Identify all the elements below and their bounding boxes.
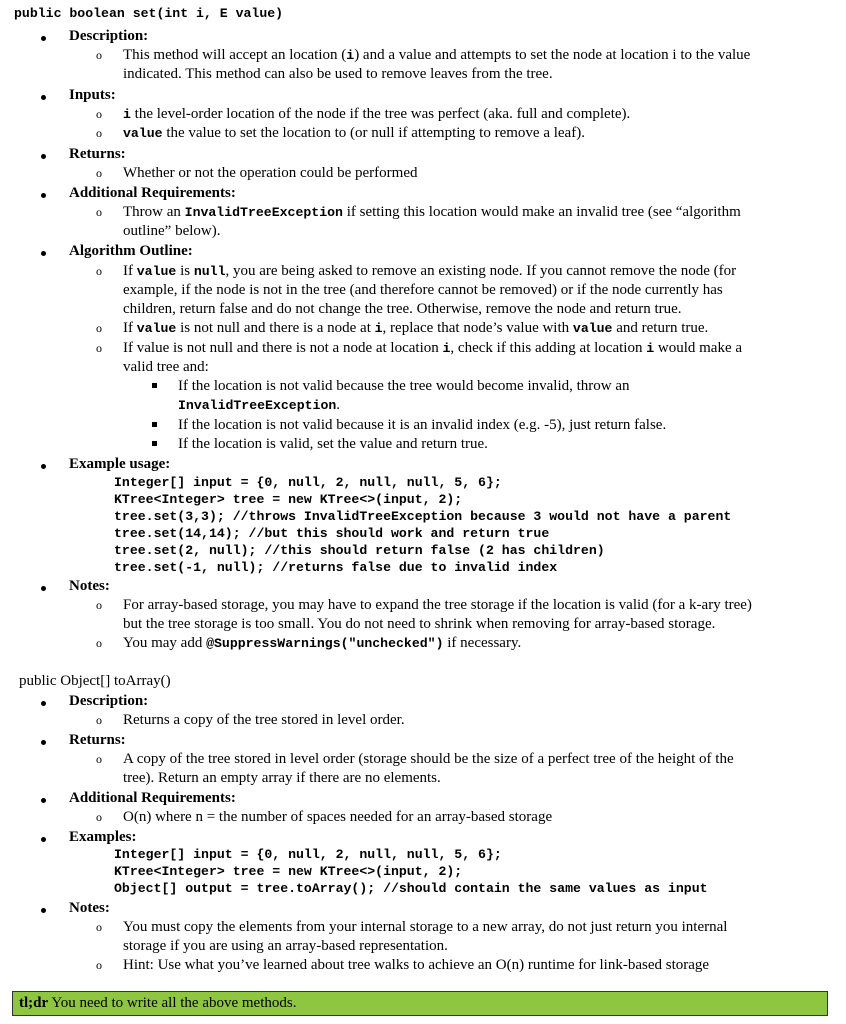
algo-step-1: If value is null, you are being asked to remove an existing node. If you cannot remove the node (for example, if the node is not in the tree (and therefore cannot be removed) or if the node currently has children, return false and do not change the tree. Otherwise, remove the node and return true.	[123, 263, 737, 317]
toarray-note-2: Hint: Use what you’ve learned about tree walks to achieve an O(n) runtime for link-based storage	[123, 957, 710, 973]
circle-bullet-icon: o	[96, 126, 102, 140]
code-line: tree.set(3,3); //throws InvalidTreeException because 3 would not have a parent	[114, 509, 732, 524]
set-addreq-text: Throw an InvalidTreeException if setting this location would make an invalid tree (see “algorithm outline” below).	[123, 204, 741, 239]
example-heading: Example usage:	[69, 456, 171, 472]
toarray-addreq-text: O(n) where n = the number of spaces needed for an array-based storage	[123, 809, 553, 825]
bullet	[41, 193, 46, 198]
code-line: tree.set(2, null); //this should return false (2 has children)	[114, 543, 605, 558]
bullet	[41, 837, 46, 842]
toarray-note-1: You must copy the elements from your internal storage to a new array, do not just return you internal storage if you are using an array-based representation.	[123, 919, 728, 954]
algo-step-3: If value is not null and there is not a node at location i, check if this adding at location i would make a valid tree and:	[123, 340, 743, 375]
set-note-1: For array-based storage, you may have to expand the tree storage if the location is valid (for a k-ary tree) but the tree storage is too small. You do not need to shrink when removing for array-based storage.	[123, 597, 752, 632]
circle-bullet-icon: o	[96, 752, 102, 766]
algo-step-2: If value is not null and there is a node at i, replace that node’s value with value and return true.	[123, 320, 709, 336]
square-bullet-icon	[152, 441, 157, 446]
circle-bullet-icon: o	[96, 321, 102, 335]
bullet	[41, 251, 46, 256]
toarray-notes-heading: Notes:	[69, 900, 110, 916]
circle-bullet-icon: o	[96, 598, 102, 612]
set-inputs-heading: Inputs:	[69, 87, 116, 103]
circle-bullet-icon: o	[96, 341, 102, 355]
toarray-examples-heading: Examples:	[69, 829, 137, 845]
circle-bullet-icon: o	[96, 48, 102, 62]
algo-sub-3: If the location is valid, set the value and return true.	[178, 436, 488, 452]
toarray-code-block	[114, 846, 708, 897]
bullet	[41, 798, 46, 803]
bullet	[41, 908, 46, 913]
toarray-description-heading: Description:	[69, 693, 149, 709]
circle-bullet-icon: o	[96, 264, 102, 278]
algorithm-heading: Algorithm Outline:	[69, 243, 193, 259]
toarray-description: Returns a copy of the tree stored in level order.	[123, 712, 405, 728]
toarray-method-signature: public Object[] toArray()	[19, 673, 171, 689]
bullet	[41, 740, 46, 745]
tldr-label: tl;dr	[19, 995, 49, 1011]
code-line: tree.set(-1, null); //returns false due to invalid index	[114, 560, 558, 575]
bullet	[41, 586, 46, 591]
set-description-heading: Description:	[69, 28, 149, 44]
set-addreq-heading: Additional Requirements:	[69, 185, 236, 201]
bullet	[41, 701, 46, 706]
set-method-signature: public boolean set(int i, E value)	[14, 6, 284, 21]
code-line: tree.set(14,14); //but this should work and return true	[114, 526, 550, 541]
tldr-banner	[12, 991, 828, 1016]
code-line: KTree<Integer> tree = new KTree<>(input, 2);	[114, 492, 463, 507]
input-value: value the value to set the location to (or null if attempting to remove a leaf).	[123, 125, 585, 141]
circle-bullet-icon: o	[96, 107, 102, 121]
bullet	[41, 36, 46, 41]
set-returns-heading: Returns:	[69, 146, 126, 162]
toarray-returns-text: A copy of the tree stored in level order (storage should be the size of a perfect tree of the height of the tree). Return an empty array if there are no elements.	[123, 751, 734, 786]
input-i: i the level-order location of the node if the tree was perfect (aka. full and complete).	[123, 106, 631, 122]
set-notes-heading: Notes:	[69, 578, 110, 594]
example-code-block	[114, 474, 731, 576]
circle-bullet-icon: o	[96, 166, 102, 180]
circle-bullet-icon: o	[96, 205, 102, 219]
set-returns-text: Whether or not the operation could be performed	[123, 165, 418, 181]
square-bullet-icon	[152, 383, 157, 388]
algo-sub-2: If the location is not valid because it is an invalid index (e.g. -5), just return false.	[178, 417, 667, 433]
algo-sub-1: If the location is not valid because the tree would become invalid, throw an InvalidTreeException.	[178, 378, 630, 413]
code-line: KTree<Integer> tree = new KTree<>(input, 2);	[114, 864, 463, 879]
square-bullet-icon	[152, 422, 157, 427]
circle-bullet-icon: o	[96, 920, 102, 934]
circle-bullet-icon: o	[96, 636, 102, 650]
set-description: This method will accept an location (i) and a value and attempts to set the node at location i to the value indicated. This method can also be used to remove leaves from the tree.	[123, 47, 751, 82]
circle-bullet-icon: o	[96, 713, 102, 727]
code-line: Integer[] input = {0, null, 2, null, null, 5, 6};	[114, 475, 502, 490]
code-line: Object[] output = tree.toArray(); //should contain the same values as input	[114, 881, 708, 896]
bullet	[41, 154, 46, 159]
circle-bullet-icon: o	[96, 810, 102, 824]
set-note-2: You may add @SuppressWarnings("unchecked") if necessary.	[123, 635, 522, 651]
toarray-returns-heading: Returns:	[69, 732, 126, 748]
code-line: Integer[] input = {0, null, 2, null, null, 5, 6};	[114, 847, 502, 862]
toarray-addreq-heading: Additional Requirements:	[69, 790, 236, 806]
tldr-text: You need to write all the above methods.	[48, 995, 297, 1011]
circle-bullet-icon: o	[96, 958, 102, 972]
bullet	[41, 464, 46, 469]
bullet	[41, 95, 46, 100]
